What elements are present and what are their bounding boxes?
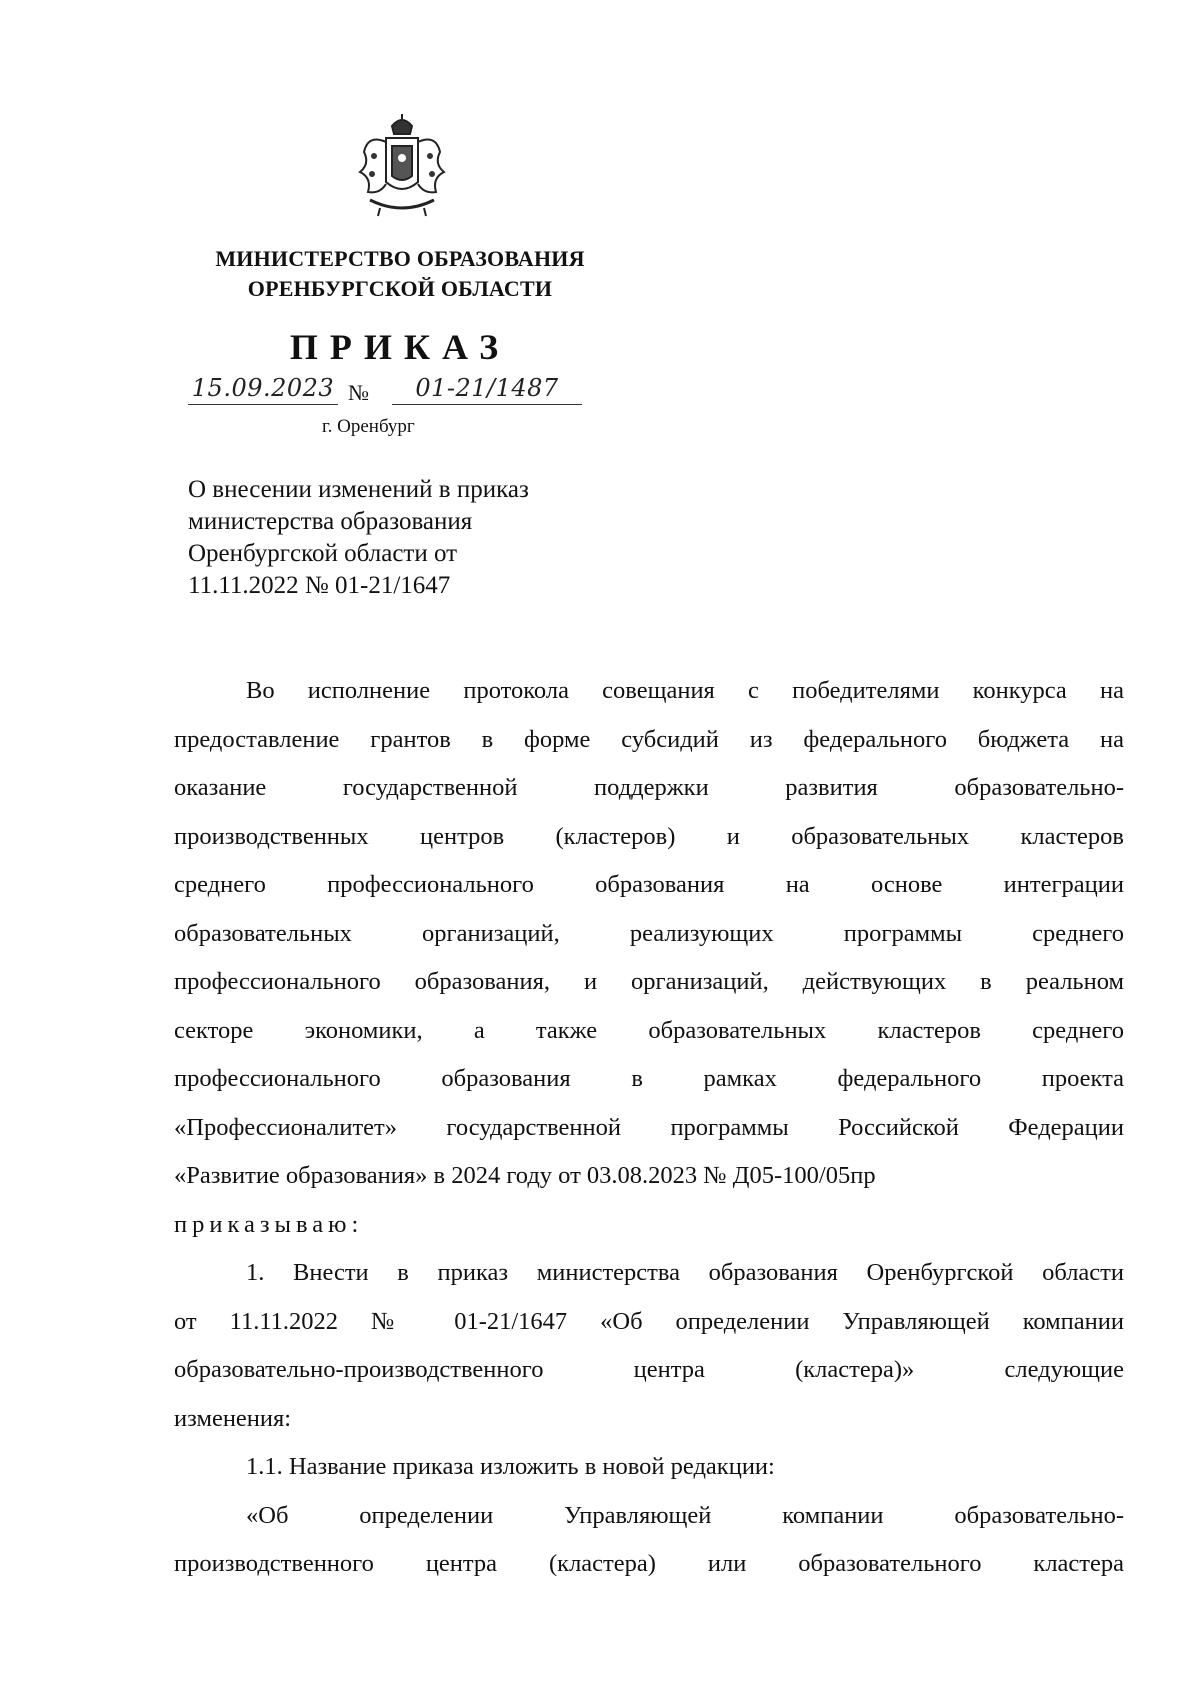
body-line: образовательных организаций, реализующих программы среднего — [174, 919, 1124, 947]
body-line: оказание государственной поддержки развития образовательно- — [174, 774, 1124, 801]
subject-line: Оренбургской области от — [188, 540, 458, 567]
number-sign: № — [348, 380, 369, 405]
body-line: «Профессионалитет» государственной программы Российской Федерации — [174, 1113, 1124, 1141]
body-line: профессионального образования в рамках федерального проекта — [174, 1065, 1124, 1092]
body-line: секторе экономики, а также образовательных кластеров среднего — [174, 1016, 1124, 1044]
body-line: образовательно-производственного центра (кластера)» следующие — [174, 1356, 1124, 1383]
body-line: предоставление грантов в форме субсидий из федерального бюджета на — [174, 725, 1124, 753]
order-date-number — [180, 374, 620, 420]
body-line: изменения: — [174, 1404, 292, 1432]
body-line: профессионального образования, и организаций, действующих в реальном — [174, 968, 1124, 995]
body-line: 1.1. Название приказа изложить в новой редакции: — [246, 1453, 775, 1480]
body-line-order-word: приказываю: — [174, 1210, 364, 1238]
ministry-name — [160, 244, 640, 304]
order-title: ПРИКАЗ — [289, 327, 511, 367]
body-line: производственных центров (кластеров) и образовательных кластеров — [174, 822, 1124, 850]
body-line: «Об определении Управляющей компании образовательно- — [246, 1501, 1124, 1529]
order-number: 01-21/1487 — [392, 374, 582, 405]
body-line: среднего профессионального образования на основе интеграции — [174, 871, 1124, 898]
order-subject — [188, 474, 608, 602]
order-date: 15.09.2023 — [188, 374, 338, 405]
body-line: производственного центра (кластера) или образовательного кластера — [174, 1550, 1124, 1577]
subject-line: О внесении изменений в приказ — [188, 476, 529, 503]
body-line: «Развитие образования» в 2024 году от 03.08.2023 № Д05-100/05пр — [174, 1162, 876, 1189]
body-line: 1. Внести в приказ министерства образования Оренбургской области — [246, 1259, 1124, 1286]
ministry-line-1: МИНИСТЕРСТВО ОБРАЗОВАНИЯ — [215, 246, 585, 271]
subject-line: 11.11.2022 № 01-21/1647 — [188, 572, 451, 599]
ministry-line-2: ОРЕНБУРГСКОЙ ОБЛАСТИ — [247, 276, 553, 301]
body-line: от 11.11.2022 № 01-21/1647 «Об определении Управляющей компании — [174, 1307, 1124, 1335]
subject-line: министерства образования — [188, 508, 473, 535]
body-line: Во исполнение протокола совещания с победителями конкурса на — [246, 677, 1124, 704]
order-city: г. Оренбург — [322, 416, 415, 437]
order-body — [174, 667, 1124, 1589]
coat-of-arms-emblem — [356, 112, 448, 218]
